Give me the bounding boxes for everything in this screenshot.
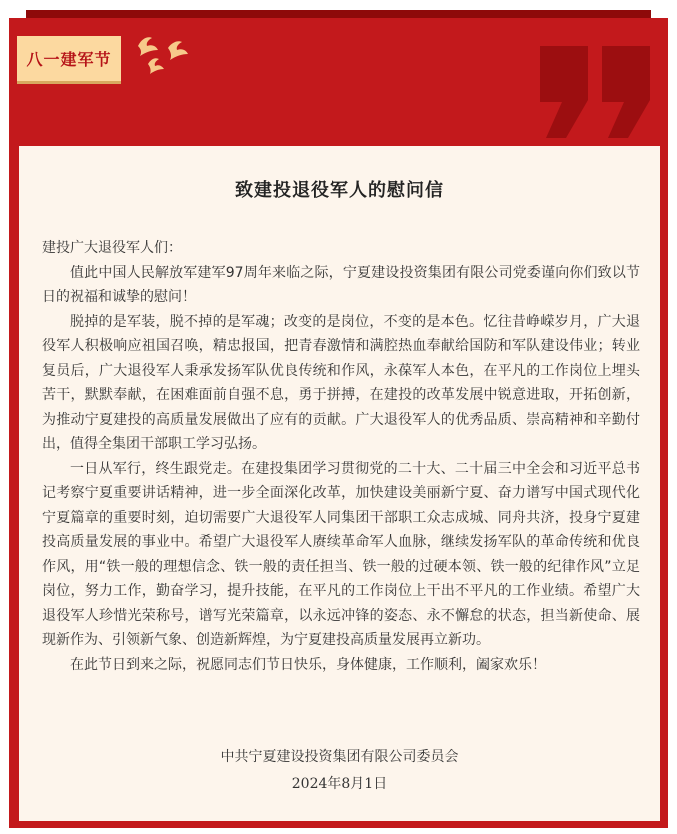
letter-paragraph: 一日从军行，终生跟党走。在建投集团学习贯彻党的二十大、二十届三中全会和习近平总书记考察宁夏重要讲话精神，进一步全面深化改革，加快建设美丽新宁夏、奋力谱写中国式现代化宁夏篇章的重要时刻，迫切需要广大退役军人同集团干部职工众志成城、同舟共济，投身宁夏建投高质量发展的事业中。希望广大退役军人赓续革命军人血脉，继续发扬军队的革命传统和优良作风，用“铁一般的理想信念、铁一般的责任担当、铁一般的过硬本领、铁一般的纪律作风”立足岗位，努力工作，勤奋学习，提升技能，在平凡的工作岗位上干出不平凡的工作业绩。希望广大退役军人珍惜光荣称号，谱写光荣篇章，以永远冲锋的姿态、永不懈怠的状态，担当新使命、展现新作为、引领新气象、创造新辉煌，为宁夏建投高质量发展再立新功。: [42, 460, 640, 648]
letter-body: [42, 236, 640, 677]
letter-paragraph: 脱掉的是军装，脱不掉的是军魂；改变的是岗位，不变的是本色。忆往昔峥嵘岁月，广大退役军人积极响应祖国召唤，精忠报国，把青春激情和满腔热血奉献给国防和军队建设伟业；转业复员后，广大退役军人秉承发扬军队优良传统和作风，永葆军人本色，在平凡的工作岗位上埋头苦干，默默奉献，在困难面前自强不息，勇于拼搏，在建投的改革发展中锐意进取，开拓创新，为推动宁夏建投的高质量发展做出了应有的贡献。广大退役军人的优秀品质、崇高精神和辛勤付出，值得全集团干部职工学习弘扬。: [42, 313, 640, 452]
letter-paragraph: 在此节日到来之际，祝愿同志们节日快乐，身体健康，工作顺利，阖家欢乐！: [70, 656, 546, 673]
signature-date: 2024年8月1日: [291, 776, 388, 792]
letter-salutation: 建投广大退役军人们：: [42, 240, 182, 256]
letter-paragraph: 值此中国人民解放军建军97周年来临之际，宁夏建设投资集团有限公司党委谨向你们致以节日的祝福和诚挚的慰问！: [42, 264, 640, 305]
dove-icon: [128, 28, 200, 84]
letter-paper: [19, 146, 660, 821]
holiday-badge: 八一建军节: [17, 36, 121, 84]
signature-organization: 中共宁夏建设投资集团有限公司委员会: [220, 749, 459, 765]
letter-title: 致建投退役军人的慰问信: [235, 180, 444, 201]
quote-mark-icon: [536, 46, 656, 138]
